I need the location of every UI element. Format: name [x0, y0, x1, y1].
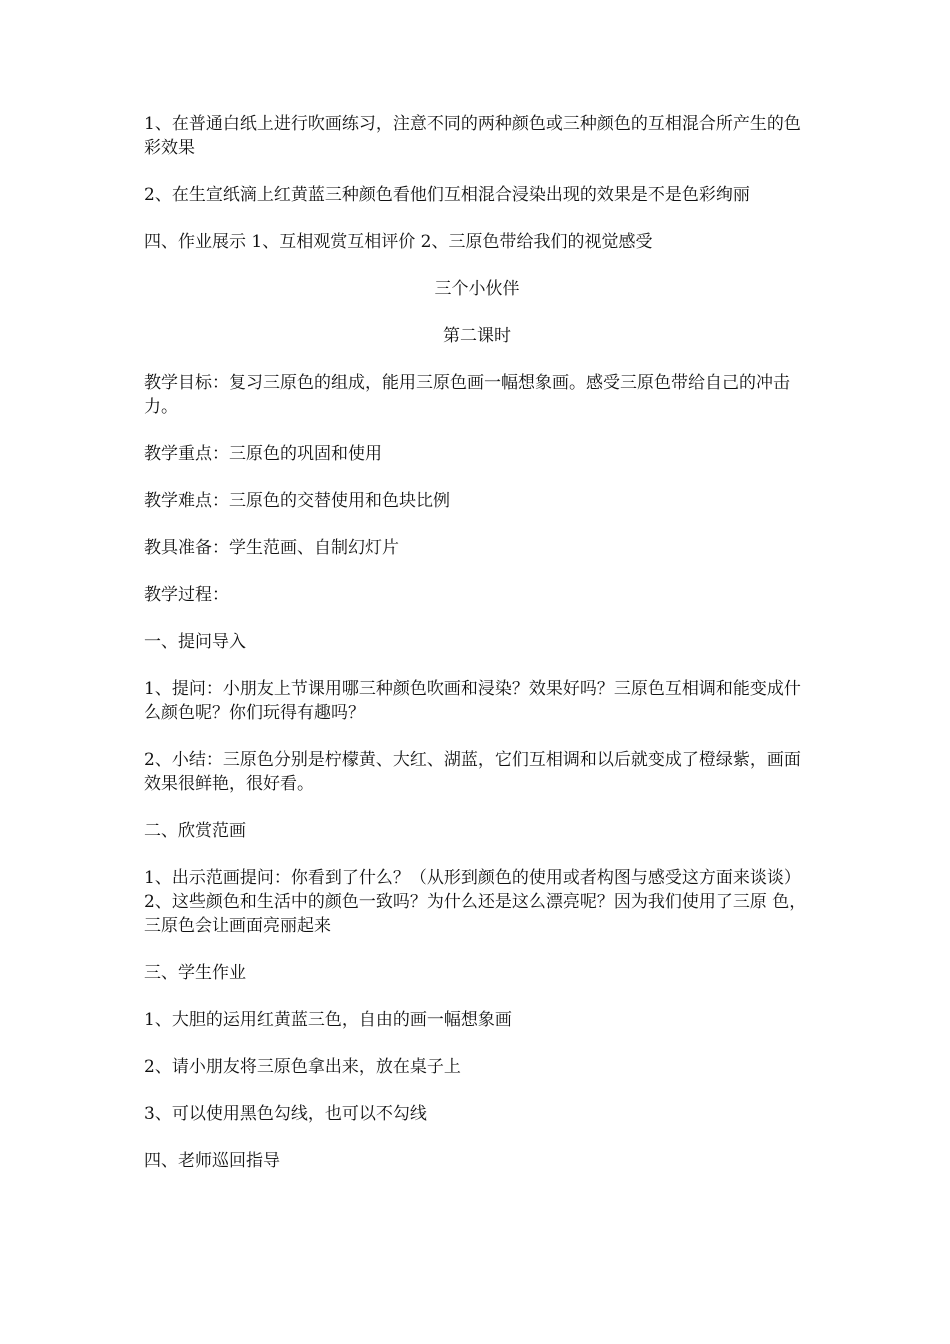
section-heading-student-work: 三、学生作业 [144, 963, 246, 983]
paragraph-summary: 2、小结：三原色分别是柠檬黄、大红、湖蓝，它们互相调和以后就变成了橙绿紫，画面效果很鲜艳，很好看。 [144, 750, 801, 794]
paragraph-blow-painting-practice: 1、在普通白纸上进行吹画练习，注意不同的两种颜色或三种颜色的互相混合所产生的色彩效果 [144, 114, 801, 158]
section-heading-appreciation: 二、欣赏范画 [144, 821, 246, 841]
paragraph-teaching-focus: 教学重点：三原色的巩固和使用 [144, 444, 382, 464]
paragraph-rice-paper-dyeing: 2、在生宣纸滴上红黄蓝三种颜色看他们互相混合浸染出现的效果是不是色彩绚丽 [144, 185, 750, 205]
paragraph-teaching-process: 教学过程： [144, 585, 229, 605]
lesson-title: 三个小伙伴 [434, 279, 520, 299]
paragraph-homework-display: 四、作业展示 1、互相观赏互相评价 2、三原色带给我们的视觉感受 [144, 232, 653, 252]
paragraph-show-example: 1、出示范画提问：你看到了什么？（从形到颜色的使用或者构图与感受这方面来谈谈）2、这些颜色和生活中的颜色一致吗？为什么还是这么漂亮呢？因为我们使用了三原 色，三原色会让画面亮丽起来 [144, 868, 807, 936]
paragraph-work-step-2: 2、请小朋友将三原色拿出来，放在桌子上 [144, 1057, 461, 1077]
paragraph-teaching-goal: 教学目标：复习三原色的组成，能用三原色画一幅想象画。感受三原色带给自己的冲击力。 [144, 373, 790, 417]
section-heading-intro: 一、提问导入 [144, 632, 246, 652]
paragraph-teaching-difficulty: 教学难点：三原色的交替使用和色块比例 [144, 491, 450, 511]
paragraph-work-step-1: 1、大胆的运用红黄蓝三色，自由的画一幅想象画 [144, 1010, 512, 1030]
paragraph-question: 1、提问：小朋友上节课用哪三种颜色吹画和浸染？效果好吗？三原色互相调和能变成什么颜色呢？你们玩得有趣吗？ [144, 679, 801, 723]
paragraph-work-step-3: 3、可以使用黑色勾线，也可以不勾线 [144, 1104, 427, 1124]
section-heading-guidance: 四、老师巡回指导 [144, 1151, 280, 1171]
document-page [144, 112, 810, 1196]
lesson-subtitle: 第二课时 [443, 326, 511, 346]
paragraph-teaching-materials: 教具准备：学生范画、自制幻灯片 [144, 538, 399, 558]
